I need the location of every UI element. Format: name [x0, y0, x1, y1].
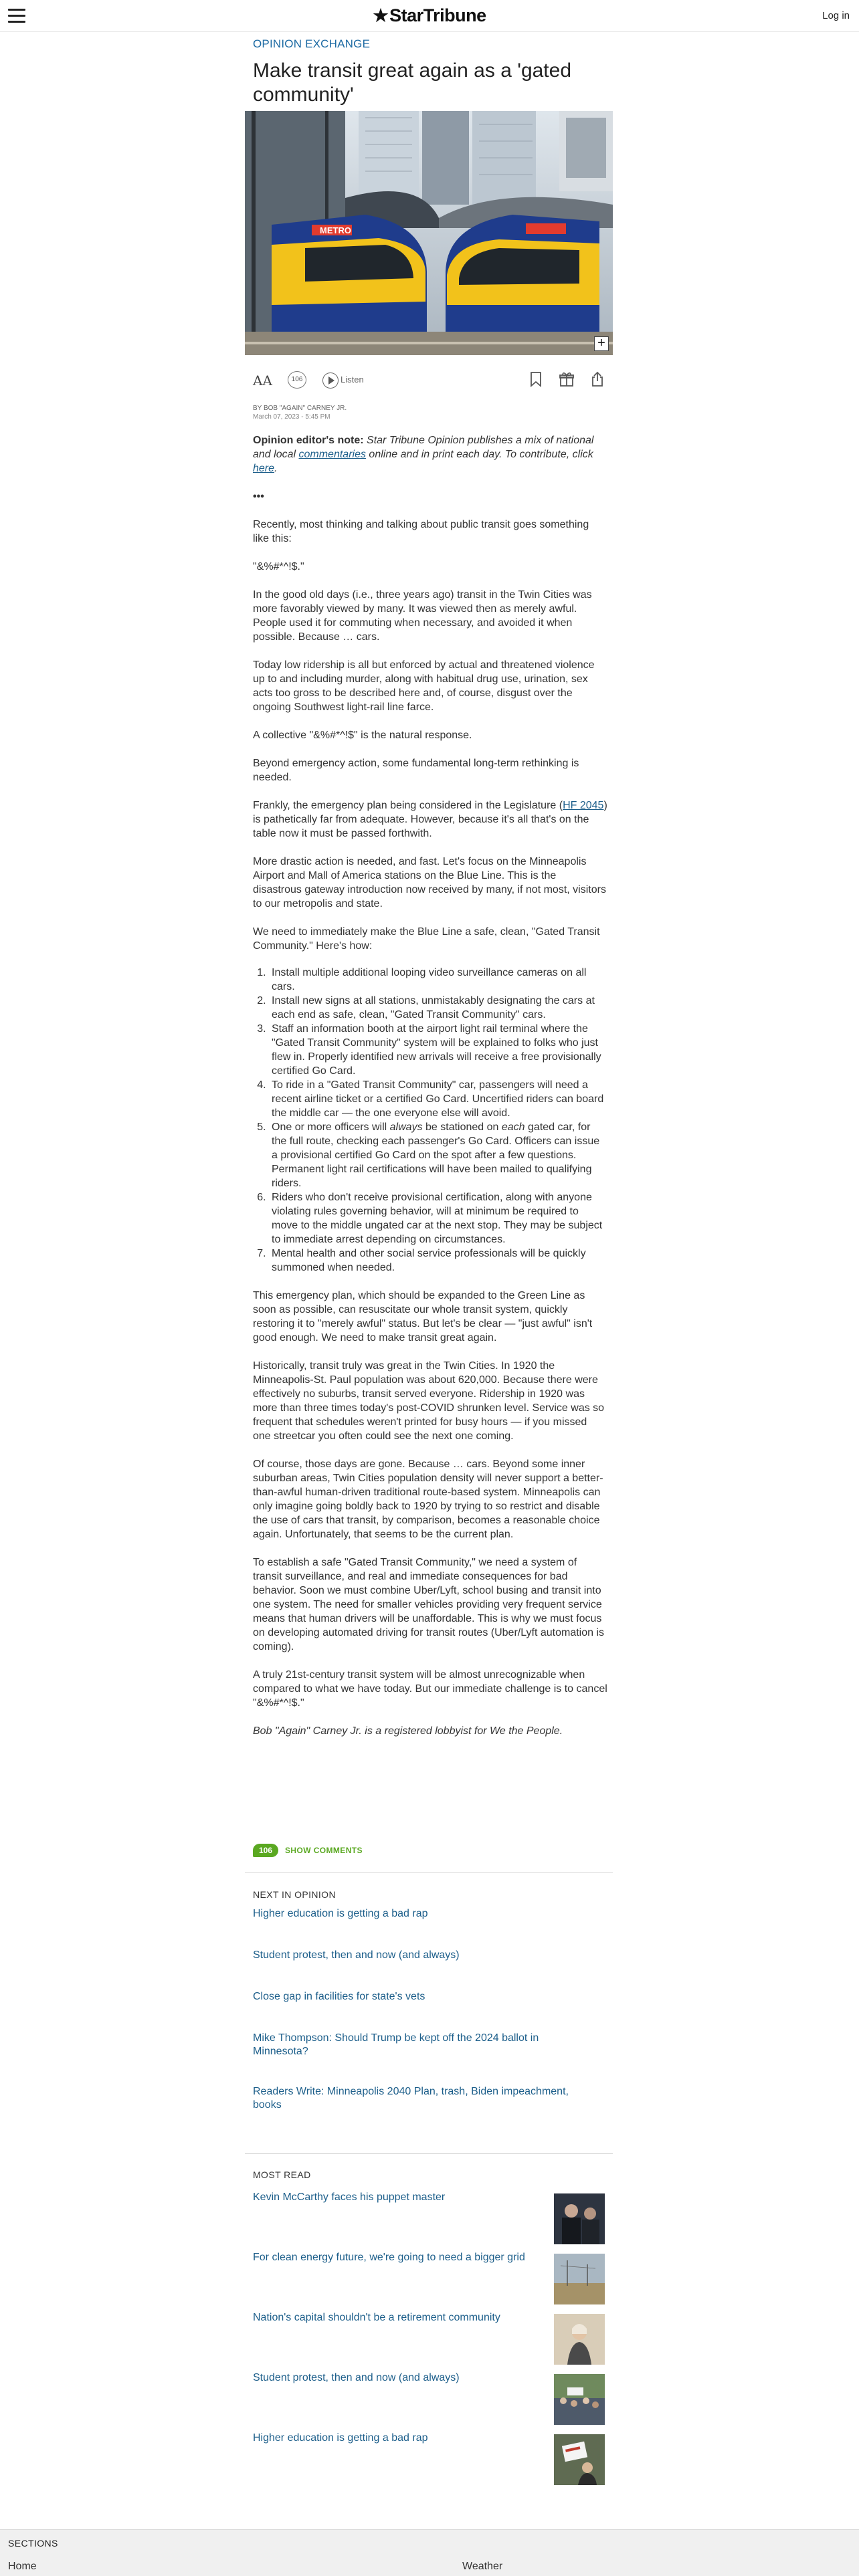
article-headline: Make transit great again as a 'gated community': [253, 60, 572, 106]
expand-icon[interactable]: +: [594, 336, 609, 351]
paragraph: Today low ridership is all but enforced by actual and threatened violence up to and including murder, along with habitual drug use, urination, sex acts too gross to be described here and, of course, disgust over the ongoing Southwest light-rail line farce.: [253, 659, 595, 713]
list-item: 3. Staff an information booth at the airport light rail terminal where the "Gated Transit Community" system will be explained to folks who just flew in. Properly identified new arrivals will receive a free provisionally certified Go Card.: [269, 1022, 607, 1078]
editor-note-text-2: online and in print each day. To contribute, click: [365, 449, 593, 460]
paragraph: A truly 21st-century transit system will be almost unrecognizable when compared to what we have today. But our immediate challenge is to cancel "&%#*^!$.": [253, 1669, 607, 1709]
list-item-text: gated car, for the full route, checking each passenger's Go Card. Officers can issue a provisional certified Go Card on the spot after a few questions. Permanent light rail certifications will have been mailed to qualifying riders.: [272, 1121, 600, 1189]
paragraph-text: Frankly, the emergency plan being considered in the Legislature (: [253, 800, 563, 811]
most-read-link[interactable]: Student protest, then and now (and always): [253, 2372, 460, 2383]
most-read-thumbnail[interactable]: [554, 2434, 605, 2485]
text-size-icon[interactable]: AA: [253, 372, 272, 389]
contribute-link[interactable]: here: [253, 463, 275, 474]
section-separator: •••: [253, 491, 264, 502]
bill-link[interactable]: HF 2045: [563, 800, 604, 811]
paragraph: Historically, transit truly was great in the Twin Cities. In 1920 the Minneapolis-St. Paul population was about 620,000. Because there were effectively no suburbs, transit served everyone. Ridership in 1920 was more than three times today's post-COVID shrunken level. Service was so frequent that schedules weren't printed for busy hours — if you missed one streetcar you often could see the next one coming.: [253, 1360, 605, 1442]
logo-text: StarTribune: [389, 5, 486, 25]
paragraph: We need to immediately make the Blue Line a safe, clean, "Gated Transit Community." Here's how:: [253, 926, 600, 952]
thumbnail-image: [554, 2374, 605, 2425]
listen-button[interactable]: [322, 371, 364, 389]
editor-note-label: Opinion editor's note:: [253, 435, 364, 446]
paragraph: [253, 798, 607, 841]
most-read-thumbnail[interactable]: [554, 2193, 605, 2244]
thumbnail-image: [554, 2434, 605, 2485]
list-item-text: be stationed on: [422, 1121, 502, 1133]
star-icon: ★: [373, 5, 389, 25]
commentaries-link[interactable]: commentaries: [298, 449, 366, 460]
paragraph: More drastic action is needed, and fast. Let's focus on the Minneapolis Airport and Mall of America stations on the Blue Line. This is the disastrous gateway introduction now received by many, if not most, visitors to our metropolis and state.: [253, 856, 606, 909]
plan-list: [269, 966, 607, 1275]
article-toolbar: [253, 371, 604, 391]
light-rail-trains-photo: [245, 111, 613, 355]
most-read-link[interactable]: Kevin McCarthy faces his puppet master: [253, 2191, 446, 2203]
editor-note-text-3: .: [274, 463, 278, 474]
paragraph: "&%#*^!$.": [253, 561, 304, 572]
paragraph: Of course, those days are gone. Because … cars. Beyond some inner suburban areas, Twin Cities population density will never support a better-than-awful human-driven traditional route-based system. Minneapolis can only imagine going boldly back to 1920 by trying to so restrict and disable the use of cars that transit, by comparison, becomes a reasonable choice again. Unfortunately, that seems to be the current plan.: [253, 1459, 603, 1540]
most-read-link[interactable]: Nation's capital shouldn't be a retirement community: [253, 2312, 500, 2323]
list-item: 4. To ride in a "Gated Transit Community" car, passengers will need a recent airline ticket or a certified Go Card. Uncertified riders can board the middle car — the one everyone else will avoid.: [269, 1078, 607, 1120]
next-story-link[interactable]: Higher education is getting a bad rap: [253, 1908, 428, 1919]
editor-note-text-1: Star Tribune Opinion publishes a mix of national and local: [253, 435, 594, 460]
bookmark-icon[interactable]: [530, 371, 542, 387]
most-read-link[interactable]: Higher education is getting a bad rap: [253, 2432, 428, 2444]
section-kicker[interactable]: OPINION EXCHANGE: [253, 37, 371, 50]
comments-toggle[interactable]: [253, 1844, 363, 1858]
article-body: [253, 433, 607, 1752]
footer-title: SECTIONS: [8, 2538, 58, 2549]
emphasis: each: [501, 1121, 525, 1133]
paragraph: Beyond emergency action, some fundamental long-term rethinking is needed.: [253, 758, 579, 783]
paragraph: This emergency plan, which should be expanded to the Green Line as soon as possible, can resuscitate our whole transit system, quickly restoring it to "merely awful" status. But let's be clear — "just awful" isn't good enough. We need to make transit great again.: [253, 1290, 593, 1344]
publish-date: March 07, 2023 - 5:45 PM: [253, 413, 330, 421]
share-icon[interactable]: [591, 371, 604, 387]
footer-link-weather[interactable]: Weather: [462, 2561, 503, 2572]
top-navigation-bar: [0, 0, 859, 32]
footer-sections: [0, 2529, 859, 2576]
list-item: 2. Install new signs at all stations, unmistakably designating the cars at each end as safe, clean, "Gated Transit Community" cars.: [269, 994, 607, 1022]
footer-link-home[interactable]: Home: [8, 2561, 37, 2572]
list-item: 1. Install multiple additional looping video surveillance cameras on all cars.: [269, 966, 607, 994]
comment-count-badge[interactable]: 106: [253, 1844, 278, 1857]
editor-note: [253, 433, 607, 475]
paragraph: A collective "&%#*^!$" is the natural response.: [253, 730, 472, 741]
thumbnail-image: [554, 2193, 605, 2244]
list-item: [269, 1120, 607, 1190]
list-item-text: One or more officers will: [272, 1121, 390, 1133]
show-comments-link[interactable]: SHOW COMMENTS: [285, 1846, 363, 1855]
listen-label: Listen: [341, 374, 364, 385]
most-read-thumbnail[interactable]: [554, 2254, 605, 2304]
gift-icon[interactable]: [559, 371, 575, 387]
comment-icon[interactable]: 106: [288, 371, 306, 389]
list-item: 7. Mental health and other social service professionals will be quickly summoned when needed.: [269, 1247, 607, 1275]
paragraph: To establish a safe "Gated Transit Community," we need a system of transit surveillance, and real and immediate consequences for bad behavior. Soon we must combine Uber/Lyft, school busing and transit into one system. The need for smaller vehicles providing very frequent service means that human drivers will be unaffordable. This is why we must focus on developing automated driving for transit routes (Uber/Lyft automation is coming).: [253, 1557, 605, 1652]
most-read-thumbnail[interactable]: [554, 2314, 605, 2365]
play-icon: [322, 372, 339, 389]
thumbnail-image: [554, 2254, 605, 2304]
toolbar-actions: [516, 371, 604, 390]
byline: BY BOB "AGAIN" CARNEY JR.: [253, 405, 347, 412]
site-logo[interactable]: [0, 5, 859, 26]
paragraph-text: ) is pathetically far from adequate. However, because it's all that's on the table now it must be passed forthwith.: [253, 800, 607, 839]
next-story-link[interactable]: Close gap in facilities for state's vets: [253, 1991, 425, 2002]
divider: [245, 2153, 613, 2154]
next-in-opinion-title: NEXT IN OPINION: [253, 1889, 336, 1900]
divider: [245, 1872, 613, 1873]
next-story-link[interactable]: Student protest, then and now (and always): [253, 1949, 460, 1961]
thumbnail-image: [554, 2314, 605, 2365]
most-read-title: MOST READ: [253, 2169, 311, 2180]
paragraph: Recently, most thinking and talking about public transit goes something like this:: [253, 519, 589, 544]
emphasis: always: [389, 1121, 423, 1133]
login-link[interactable]: Log in: [822, 10, 850, 21]
next-story-link[interactable]: Mike Thompson: Should Trump be kept off the 2024 ballot in Minnesota?: [253, 2032, 539, 2057]
next-story-link[interactable]: Readers Write: Minneapolis 2040 Plan, trash, Biden impeachment, books: [253, 2086, 569, 2111]
svg-text:METRO: METRO: [320, 225, 351, 235]
paragraph: In the good old days (i.e., three years ago) transit in the Twin Cities was more favorably viewed by many. It was viewed then as merely awful. People used it for commuting when necessary, and avoided it when possible. Because … cars.: [253, 589, 592, 643]
author-bio: Bob "Again" Carney Jr. is a registered lobbyist for We the People.: [253, 1725, 563, 1737]
list-item: 6. Riders who don't receive provisional certification, along with anyone violating rules governing behavior, will at minimum be required to move to the middle ungated car at the next stop. They may be subject to immediate arrest depending on circumstances.: [269, 1190, 607, 1247]
hero-image[interactable]: [245, 111, 613, 355]
most-read-thumbnail[interactable]: [554, 2374, 605, 2425]
most-read-link[interactable]: For clean energy future, we're going to need a bigger grid: [253, 2252, 525, 2263]
